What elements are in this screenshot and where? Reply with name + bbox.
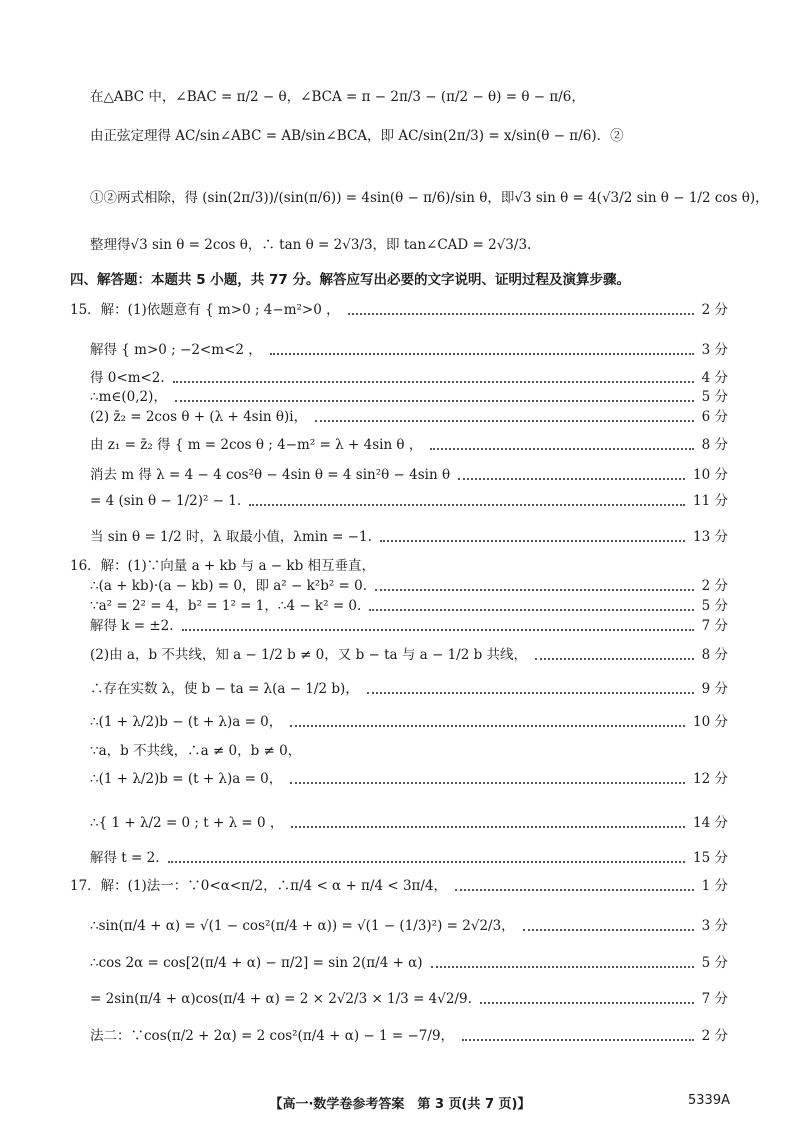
q17-score: 5 分 [701,955,728,971]
dot-leader [455,889,694,891]
q15-score: 10 分 [693,467,728,483]
q17-line: = 2sin(π/4 + α)cos(π/4 + α) = 2 × 2√2/3 × 1/3 = 4√2/9. [90,991,472,1007]
q16-score: 14 分 [693,815,728,831]
q15-line: 由 z₁ = z̄₂ 得 { m = 2cos θ ; 4−m² = λ + 4sin θ ， [90,437,423,453]
carry-line-4: 整理得√3 sin θ = 2cos θ，∴ tan θ = 2√3/3，即 tan∠CAD = 2√3/3. [90,237,532,253]
dot-leader [290,725,685,727]
q15-score: 2 分 [701,302,728,318]
dot-leader [168,861,685,863]
dot-leader [458,478,685,480]
dot-leader [367,692,694,694]
q15-line: (2) z̄₂ = 2cos θ + (λ + 4sin θ)i， [90,409,308,425]
q16-score: 8 分 [701,647,728,663]
dot-leader [380,540,685,542]
q15-score: 6 分 [701,409,728,425]
dot-leader [480,1002,694,1004]
q15-score: 13 分 [693,529,728,545]
q16-line: 16．解：(1)∵向量 a + kb 与 a − kb 相互垂直， [70,558,375,574]
q16-score: 12 分 [693,771,728,787]
q16-line: ∴{ 1 + λ/2 = 0 ; t + λ = 0 ， [90,815,284,831]
q15-score: 11 分 [693,493,728,509]
q16-line: (2)由 a，b 不共线，知 a − 1/2 b ≠ 0，又 b − ta 与 a − 1/2 b 共线， [90,647,528,663]
q15-score: 3 分 [701,342,728,358]
paper-code: 5339A [688,1093,730,1108]
dot-leader [290,782,685,784]
carry-line-1: 在△ABC 中，∠BAC = π/2 − θ，∠BCA = π − 2π/3 − (π/2 − θ) = θ − π/6， [90,89,585,105]
q16-line: ∵a² = 2² = 4，b² = 1² = 1，∴4 − k² = 0. [90,598,362,614]
q15-score: 5 分 [701,389,728,405]
dot-leader [523,929,694,931]
dot-leader [462,1039,694,1041]
q16-score: 5 分 [701,598,728,614]
dot-leader [430,448,694,450]
q17-line: ∴sin(π/4 + α) = √(1 − cos²(π/4 + α)) = √(1 − (1/3)²) = 2√2/3， [90,918,515,934]
q16-line: ∴存在实数 λ，使 b − ta = λ(a − 1/2 b)， [90,681,359,697]
q15-line: ∴m∈(0,2)， [90,389,167,405]
q16-score: 7 分 [701,618,728,634]
q16-score: 10 分 [693,714,728,730]
q15-score: 4 分 [701,370,728,386]
carry-line-3: ①②两式相除，得 (sin(2π/3))/(sin(π/6)) = 4sin(θ − π/6)/sin θ，即√3 sin θ = 4(√3/2 sin θ − 1/2 cos θ)， [90,190,769,206]
dot-leader [375,589,694,591]
dot-leader [348,313,694,315]
q16-line: 解得 k = ±2. [90,618,174,634]
q15-line: 消去 m 得 λ = 4 − 4 cos²θ − 4sin θ = 4 sin²θ − 4sin θ [90,467,451,483]
q17-score: 3 分 [701,918,728,934]
q16-score: 9 分 [701,681,728,697]
q15-line: 15．解：(1)依题意有 { m>0 ; 4−m²>0 ， [70,302,340,318]
q16-line: ∴(1 + λ/2)b − (t + λ)a = 0， [90,714,283,730]
section-heading: 四、解答题：本题共 5 小题，共 77 分。解答应写出必要的文字说明、证明过程及演算步骤。 [70,272,630,288]
q15-score: 8 分 [701,437,728,453]
q16-line: 解得 t = 2. [90,850,160,866]
q17-score: 1 分 [701,878,728,894]
dot-leader [175,400,694,402]
dot-leader [431,966,694,968]
q16-line: ∵a，b 不共线，∴a ≠ 0，b ≠ 0， [90,743,302,759]
q16-line: ∴(1 + λ/2)b = (t + λ)a = 0， [90,771,283,787]
dot-leader [249,504,685,506]
dot-leader [173,381,694,383]
carry-line-2: 由正弦定理得 AC/sin∠ABC = AB/sin∠BCA，即 AC/sin(2π/3) = x/sin(θ − π/6)．② [90,128,624,144]
q17-line: 法二：∵cos(π/2 + 2α) = 2 cos²(π/4 + α) − 1 = −7/9， [90,1028,455,1044]
dot-leader [535,658,694,660]
q16-score: 15 分 [693,850,728,866]
q16-score: 2 分 [701,578,728,594]
q17-line: ∴cos 2α = cos[2(π/4 + α) − π/2] = sin 2(π/4 + α) [90,955,423,971]
dot-leader [182,629,694,631]
q17-line: 17．解：(1)法一：∵0<α<π/2，∴π/4 < α + π/4 < 3π/4， [70,878,448,894]
q17-score: 7 分 [701,991,728,1007]
q15-line: 得 0<m<2. [90,370,165,386]
q17-score: 2 分 [701,1028,728,1044]
dot-leader [270,353,694,355]
dot-leader [291,826,685,828]
q15-line: = 4 (sin θ − 1/2)² − 1. [90,493,242,509]
q15-line: 当 sin θ = 1/2 时，λ 取最小值，λmin = −1. [90,529,372,545]
page-footer: 【高一·数学卷参考答案 第 3 页(共 7 页)】 [269,1097,531,1112]
q16-line: ∴(a + kb)·(a − kb) = 0，即 a² − k²b² = 0. [90,578,368,594]
dot-leader [315,420,694,422]
q15-line: 解得 { m>0 ; −2<m<2 ， [90,342,262,358]
dot-leader [369,609,694,611]
